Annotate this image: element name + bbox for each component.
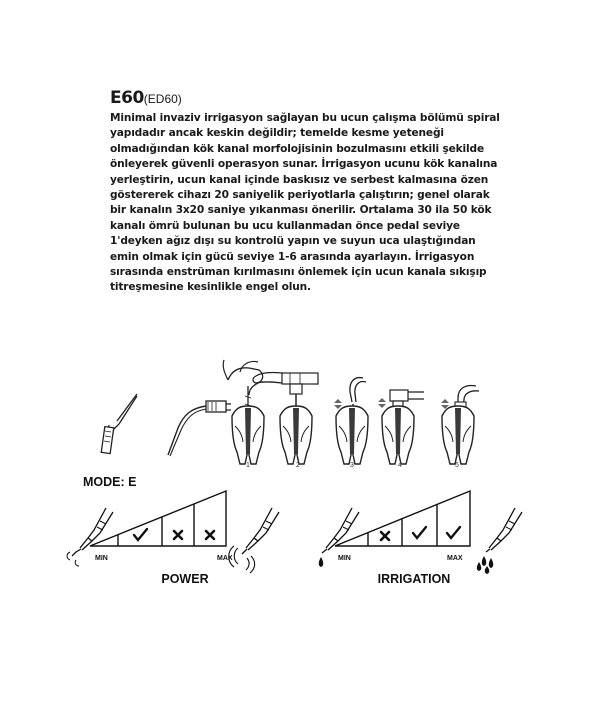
mode-label: MODE: E bbox=[83, 475, 137, 489]
power-max-label: MAX bbox=[217, 555, 233, 562]
power-max-handpiece-icon bbox=[229, 508, 279, 573]
step-number-5: 5 bbox=[455, 462, 459, 469]
step-3-illustration bbox=[334, 378, 368, 464]
step-number-3: 3 bbox=[350, 462, 354, 469]
power-title: POWER bbox=[161, 572, 209, 586]
irrigation-title: IRRIGATION bbox=[377, 572, 451, 586]
product-code: E60 bbox=[110, 88, 144, 108]
power-chart bbox=[90, 491, 226, 546]
irrigation-min-label: MIN bbox=[338, 555, 351, 562]
step-number-2: 2 bbox=[296, 462, 300, 469]
product-alt-code: (ED60) bbox=[143, 92, 182, 106]
irrigation-max-label: MAX bbox=[447, 555, 463, 562]
step-4-illustration bbox=[378, 390, 424, 464]
power-min-label: MIN bbox=[95, 555, 108, 562]
step-number-4: 4 bbox=[398, 462, 402, 469]
tip-illustration-1 bbox=[101, 394, 137, 454]
step-number-1: 1 bbox=[246, 462, 250, 469]
irrigation-max-handpiece-icon bbox=[477, 508, 522, 574]
step-5-illustration bbox=[441, 386, 479, 465]
description-text: Minimal invaziv irrigasyon sağlayan bu ucun çalışma bölümü spiral yapıdadır ancak keskin değildir; temelde kesme yeteneği olmadığından kök kanal morfolojisinin bozulmasını etkili şekilde önleyerek güvenli operasyon sunar. İrrigasyon ucunu kök kanalına yerleştirin, ucun kanal içinde baskısız ve serbest kalmasına özen göstererek cihazı 20 saniyelik periyotlarla çalıştırın; genel olarak bir kanalın 3x20 saniye yıkanması önerilir. Ortalama 30 ila 50 kök kanalı ömrü bulunan bu ucu kullanmadan önce pedal seviye 1'deyken ağız dışı su kontrolü yapın ve suyun uca ulaştığından emin olmak için gücü seviye 1-6 arasında ayarlayın. İrrigasyon sırasında enstrüman kırılmasını önlemek için ucun kanala sıkışıp titreşmesine kesinlikle engel olun. bbox=[110, 112, 500, 294]
tip-illustration-2 bbox=[168, 401, 231, 456]
